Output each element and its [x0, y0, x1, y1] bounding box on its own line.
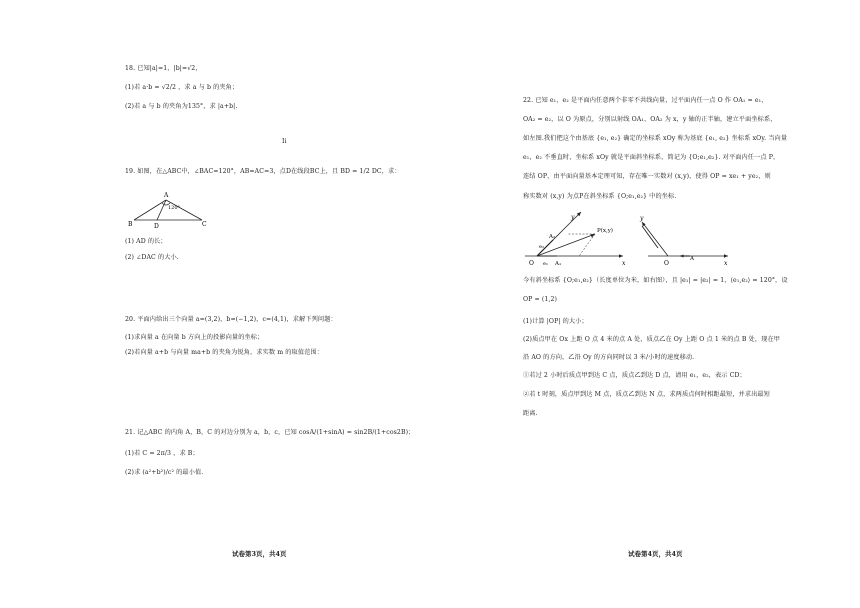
oblique-coordinate-figure-right	[638, 208, 733, 270]
label-a: A	[690, 256, 694, 262]
q21-part2: (2)求 (a²+b²)/c² 的最小值.	[125, 469, 204, 476]
label-x: x	[724, 260, 728, 267]
q22-part1: (1)计算 |OP| 的大小；	[523, 318, 588, 325]
left-footer: 试卷第3页，共4页	[232, 550, 287, 558]
q22-line-6: 称实数对 (x,y) 为点P在斜坐标系 {O;e₁,e₂} 中的坐标.	[523, 193, 677, 200]
q18-part2: (2)若 a 与 b 的夹角为135°，求 |a+b|.	[125, 103, 238, 110]
q20-stem: 20. 平面内给出三个向量 a=(3,2)，b=(−1,2)，c=(4,1)，求解下列问题：	[125, 316, 337, 323]
label-y: y	[640, 215, 644, 222]
slanted-stroke	[642, 226, 658, 248]
label-a: A	[164, 192, 169, 199]
q22-line-3: 如左图.我们把这个由基底 {e₁, e₂} 确定的坐标系 xOy 称为基底 {e₁, e₂} 坐标系 xOy. 当向量	[523, 135, 788, 142]
y-axis	[642, 222, 668, 256]
stray-mark: Ii	[282, 138, 287, 145]
vector-a-arrow	[680, 255, 684, 258]
q19-triangle-figure	[124, 190, 214, 230]
label-c: C	[202, 221, 207, 228]
q19-part1: (1) AD 的长；	[125, 238, 167, 245]
q20-part1: (1)求向量 a 在向量 b 方向上的投影向量的坐标；	[125, 334, 264, 341]
q21-part1: (1)若 C = 2π/3 ，求 B；	[125, 450, 199, 457]
oblique-coordinate-figure-left	[523, 208, 628, 270]
q21-stem: 21. 记△ABC 的内角 A，B，C 的对边分别为 a，b，c，已知 cosA/(1+sinA) = sin2B/(1+cos2B)；	[125, 429, 415, 436]
label-a1: A₁	[555, 261, 562, 267]
label-a2: A₂	[549, 234, 556, 240]
q20-part2: (2)若向量 a+b 与向量 ma+b 的夹角为锐角，求实数 m 的取值范围：	[125, 349, 323, 356]
q19-stem: 19. 如图，在△ABC中，∠BAC=120°，AB=AC=3，点D在线段BC上，且 BD = 1/2 DC，求：	[125, 168, 401, 175]
label-y: y	[571, 214, 575, 221]
q22-line-1: 22. 已知 e₁，e₂ 是平面内任意两个非零不共线向量，过平面内任一点 O 作 OA₁ = e₁，	[523, 97, 768, 104]
q18-part1: (1)若 a·b = √2/2 ，求 a 与 b 的夹角；	[125, 84, 239, 91]
x-axis-arrow	[619, 254, 623, 258]
q22-sub2-line2: 距离.	[523, 410, 538, 417]
label-b: B	[128, 221, 133, 228]
q22-sub1: ①若过 2 小时后质点甲到达 C 点，质点乙到达 D 点，请用 e₁，e₂，表示 CD；	[523, 372, 746, 379]
vector-op	[537, 234, 595, 256]
x-axis-arrow	[724, 254, 728, 258]
label-angle: 120°	[168, 205, 181, 211]
q22-sub2-line1: ②若 t 时刻，质点甲到达 M 点，质点乙到达 N 点，求两质点何时相距最短，并求出最短	[523, 391, 770, 398]
label-e1: e₁	[543, 261, 548, 267]
label-p: P(x,y)	[597, 228, 613, 234]
q22-line-5: 连结 OP，由平面向量基本定理可知，存在唯一实数对 (x,y)，使得 OP = xe₁ + ye₂，则	[523, 173, 771, 180]
q22-setup-line2: OP = (1,2)	[523, 296, 558, 303]
q22-setup-line1: 今有斜坐标系 {O;e₁,e₂}（长度单位为米，如右图），且 |e₁| = |e₂| = 1，⟨e₁,e₂⟩ = 120°，设	[523, 277, 788, 284]
q22-part2-line1: (2)质点甲在 Ox 上距 O 点 4 米的点 A 处，质点乙在 Oy 上距 O 点 1 米的点 B 处，现在甲	[523, 336, 781, 343]
right-page	[430, 0, 860, 608]
q22-part2-line2: 沿 AO 的方向，乙沿 Oy 的方向同时以 3 米/小时的速度移动.	[523, 354, 695, 361]
right-footer: 试卷第4页，共4页	[628, 550, 683, 558]
label-o: O	[664, 260, 669, 267]
label-o: O	[529, 260, 534, 267]
label-x: x	[622, 260, 626, 267]
q22-line-2: OA₂ = e₂，以 O 为原点，分别以射线 OA₁、OA₂ 为 x，y 轴的正半轴，建立平面坐标系，	[523, 116, 777, 123]
q22-line-4: e₁，e₂ 不垂直时，坐标系 xOy 就是平面斜坐标系，简记为 {O;e₁,e₂}. 对平面内任一点 P，	[523, 154, 780, 161]
label-e2: e₂	[539, 244, 544, 250]
label-d: D	[154, 223, 159, 230]
q18-stem: 18. 已知|a|=1，|b|=√2，	[125, 65, 202, 72]
q19-part2: (2) ∠DAC 的大小.	[125, 254, 179, 261]
